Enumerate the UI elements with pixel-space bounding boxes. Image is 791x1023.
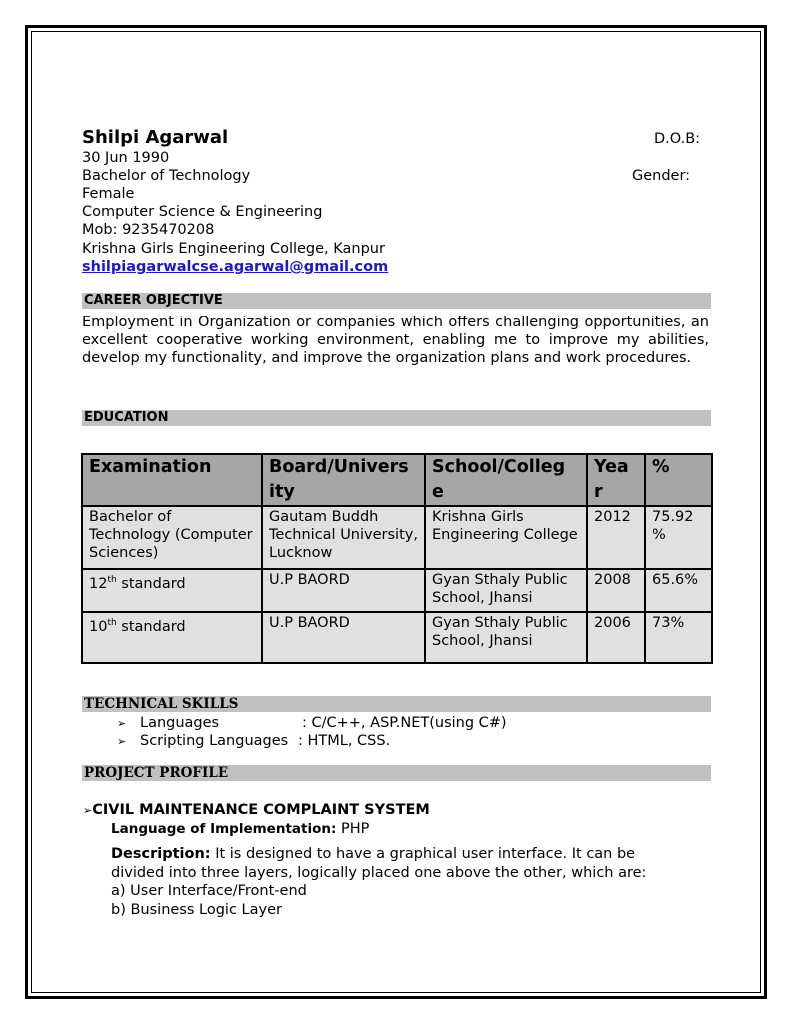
board-cell: U.P BAORD <box>269 572 350 588</box>
exam-text: standard <box>116 618 186 635</box>
exam-cell: Bachelor of Technology (Computer Sciences) <box>89 509 253 561</box>
table-row <box>82 612 712 663</box>
education-header-row <box>82 454 712 506</box>
board-cell: Gautam Buddh Technical University, Lucknow <box>269 509 418 561</box>
exam-number: 12 <box>89 575 108 592</box>
career-objective-paragraph: Employment in Organization or companies which offers challenging opportunities, an excellent cooperative working environment, enabling me to improve my abilities, develop my functionality, and improve the organization plans and work procedures. <box>82 316 709 366</box>
project-profile-heading: PROJECT PROFILE <box>82 765 711 781</box>
column-header-percent: % <box>645 454 712 506</box>
table-row <box>82 506 712 569</box>
year-cell: 2008 <box>594 572 631 588</box>
email-link[interactable]: shilpiagarwalcse.agarwal@gmail.com <box>82 259 389 275</box>
school-cell: Gyan Sthaly Public School, Jhansi <box>432 572 568 606</box>
technical-skills-heading: TECHNICAL SKILLS <box>82 696 711 712</box>
college-address: Krishna Girls Engineering College, Kanpur <box>82 241 385 257</box>
exam-text: standard <box>116 575 186 592</box>
table-row <box>82 569 712 612</box>
exam-cell <box>89 571 255 611</box>
description-text: It is designed to have a graphical user interface. It can be divided into three layers, logically placed one above the other, which are: <box>111 846 647 881</box>
degree: Bachelor of Technology <box>82 168 251 184</box>
skills-list <box>110 712 710 752</box>
gender-value: Female <box>82 186 135 202</box>
school-cell: Gyan Sthaly Public School, Jhansi <box>432 615 568 649</box>
exam-suffix: th <box>107 618 117 628</box>
list-item: b) Business Logic Layer <box>111 901 282 918</box>
project-title-text: CIVIL MAINTENANCE COMPLAINT SYSTEM <box>92 802 430 818</box>
language-line <box>111 821 369 837</box>
arrow-bullet-icon: ➢ <box>83 804 93 817</box>
arrow-bullet-icon: ➢ <box>117 717 127 730</box>
gender-label: Gender: <box>632 168 691 184</box>
skill-label: Languages <box>140 715 220 731</box>
project-description <box>111 845 691 919</box>
education-table <box>81 453 713 664</box>
language-value: PHP <box>340 821 370 837</box>
exam-cell <box>89 614 255 662</box>
skill-label: Scripting Languages <box>140 733 289 749</box>
description-paragraph <box>111 845 691 882</box>
school-cell: Krishna Girls Engineering College <box>432 509 578 543</box>
skill-value: : C/C++, ASP.NET(using C#) <box>302 715 507 731</box>
project-title <box>83 802 430 818</box>
year-cell: 2012 <box>594 509 631 525</box>
board-cell: U.P BAORD <box>269 615 350 631</box>
column-header-year: Yea r <box>587 454 645 506</box>
percent-cell: 73% <box>652 615 685 631</box>
branch: Computer Science & Engineering <box>82 204 323 220</box>
column-header-school: School/Colleg e <box>425 454 587 506</box>
exam-number: 10 <box>89 618 108 635</box>
dob-label: D.O.B: <box>654 131 701 147</box>
column-header-examination: Examination <box>82 454 262 506</box>
year-cell: 2006 <box>594 615 631 631</box>
percent-cell: 65.6% <box>652 572 699 588</box>
career-objective-heading: CAREER OBJECTIVE <box>82 293 711 309</box>
list-item <box>117 733 390 749</box>
list-item: a) User Interface/Front-end <box>111 883 307 899</box>
dob-value: 30 Jun 1990 <box>82 150 170 166</box>
list-item <box>117 715 507 731</box>
mobile-number: Mob: 9235470208 <box>82 222 215 238</box>
candidate-name: Shilpi Agarwal <box>82 127 229 148</box>
language-label: Language of Implementation: <box>111 821 337 837</box>
arrow-bullet-icon: ➢ <box>117 735 127 748</box>
skill-value: : HTML, CSS. <box>298 733 391 749</box>
education-heading: EDUCATION <box>82 410 711 426</box>
career-objective-text <box>82 316 709 388</box>
description-label: Description: <box>111 846 211 862</box>
exam-suffix: th <box>107 575 117 585</box>
percent-cell: 75.92 % <box>652 509 694 543</box>
column-header-board: Board/Univers ity <box>262 454 425 506</box>
